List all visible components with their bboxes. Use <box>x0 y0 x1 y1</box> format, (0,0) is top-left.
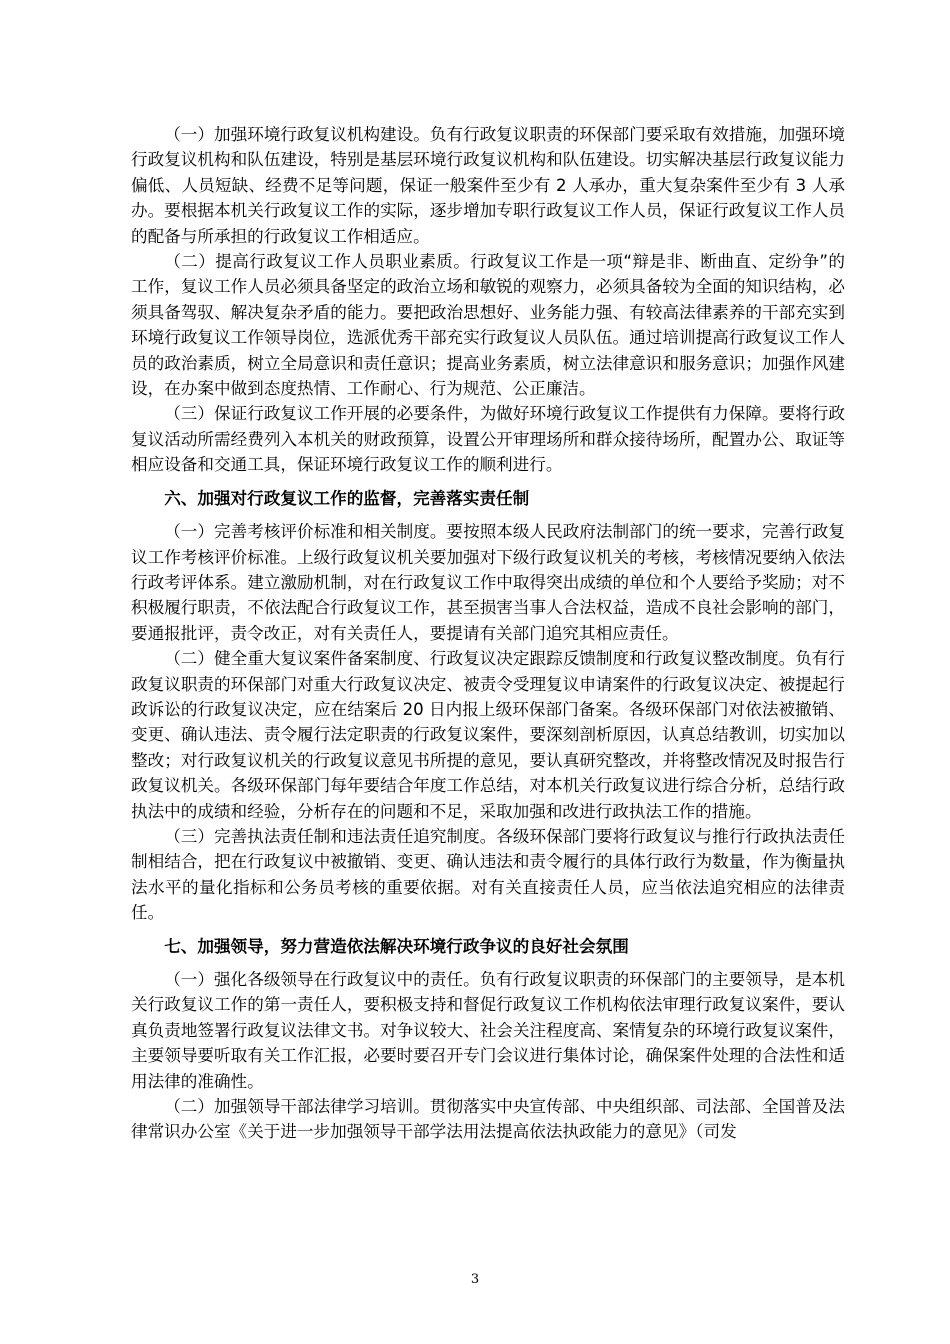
paragraph-6: （三）完善执法责任制和违法责任追究制度。各级环保部门要将行政复议与推行行政执法责任制相结合，把在行政复议中被撤销、变更、确认违法和责令履行的具体行政行为数量，作为衡量执法水平的量化指标和公务员考核的重要依据。对有关直接责任人员，应当依法追究相应的法律责任。 <box>131 826 845 923</box>
document-body <box>131 122 845 1145</box>
paragraph-8: （二）加强领导干部法律学习培训。贯彻落实中央宣传部、中央组织部、司法部、全国普及法律常识办公室《关于进一步加强领导干部学法用法提高依法执政能力的意见》（司发 <box>131 1097 845 1142</box>
paragraph-5: （二）健全重大复议案件备案制度、行政复议决定跟踪反馈制度和行政复议整改制度。负有行政复议职责的环保部门对重大行政复议决定、被责令受理复议申请案件的行政复议决定、被提起行政诉讼的行政复议决定，应在结案后 20 日内报上级环保部门备案。各级环保部门对依法被撤销、变更、确认违法、责令履行法定职责的行政复议案件，要深刻剖析原因，认真总结教训，切实加以整改；对行政复议机关的行政复议意见书所提的意见，要认真研究整改，并将整改情况及时报告行政复议机关。各级环保部门每年要结合年度工作总结，对本机关行政复议进行综合分析，总结行政执法中的成绩和经验，分析存在的问题和不足，采取加强和改进行政执法工作的措施。 <box>131 649 845 821</box>
paragraph-1: （一）加强环境行政复议机构建设。负有行政复议职责的环保部门要采取有效措施，加强环境行政复议机构和队伍建设，特别是基层环境行政复议机构和队伍建设。切实解决基层行政复议能力偏低、人员短缺、经费不足等问题，保证一般案件至少有 2 人承办，重大复杂案件至少有 3 人承办。要根据本机关行政复议工作的实际，逐步增加专职行政复议工作人员，保证行政复议工作人员的配备与所承担的行政复议工作相适应。 <box>131 125 845 246</box>
paragraph-7: （一）强化各级领导在行政复议中的责任。负有行政复议职责的环保部门的主要领导，是本机关行政复议工作的第一责任人，要积极支持和督促行政复议工作机构依法审理行政复议案件，要认真负责地签署行政复议法律文书。对争议较大、社会关注程度高、案情复杂的环境行政复议案件，主要领导要听取有关工作汇报，必要时要召开专门会议进行集体讨论，确保案件处理的合法性和适用法律的准确性。 <box>131 970 845 1091</box>
section-heading-6: 六、加强对行政复议工作的监督，完善落实责任制 <box>164 488 530 508</box>
paragraph-2: （二）提高行政复议工作人员职业素质。行政复议工作是一项“辩是非、断曲直、定纷争”的工作，复议工作人员必须具备坚定的政治立场和敏锐的观察力，必须具备较为全面的知识结构，必须具备驾驭、解决复杂矛盾的能力。要把政治思想好、业务能力强、有较高法律素养的干部充实到环境行政复议工作领导岗位，选派优秀干部充实行政复议人员队伍。通过培训提高行政复议工作人员的政治素质，树立全局意识和责任意识；提高业务素质，树立法律意识和服务意识；加强作风建设，在办案中做到态度热情、工作耐心、行为规范、公正廉洁。 <box>131 252 845 399</box>
paragraph-4: （一）完善考核评价标准和相关制度。要按照本级人民政府法制部门的统一要求，完善行政复议工作考核评价标准。上级行政复议机关要加强对下级行政复议机关的考核，考核情况要纳入依法行政考评体系。建立激励机制，对在行政复议工作中取得突出成绩的单位和个人要给予奖励；对不积极履行职责，不依法配合行政复议工作，甚至损害当事人合法权益，造成不良社会影响的部门，要通报批评，责令改正，对有关责任人，要提请有关部门追究其相应责任。 <box>131 522 845 643</box>
section-heading-7: 七、加强领导，努力营造依法解决环境行政争议的良好社会氛围 <box>164 936 629 956</box>
page-number: 3 <box>470 1272 480 1287</box>
paragraph-3: （三）保证行政复议工作开展的必要条件，为做好环境行政复议工作提供有力保障。要将行政复议活动所需经费列入本机关的财政预算，设置公开审理场所和群众接待场所，配置办公、取证等相应设备和交通工具，保证环境行政复议工作的顺利进行。 <box>131 404 845 475</box>
